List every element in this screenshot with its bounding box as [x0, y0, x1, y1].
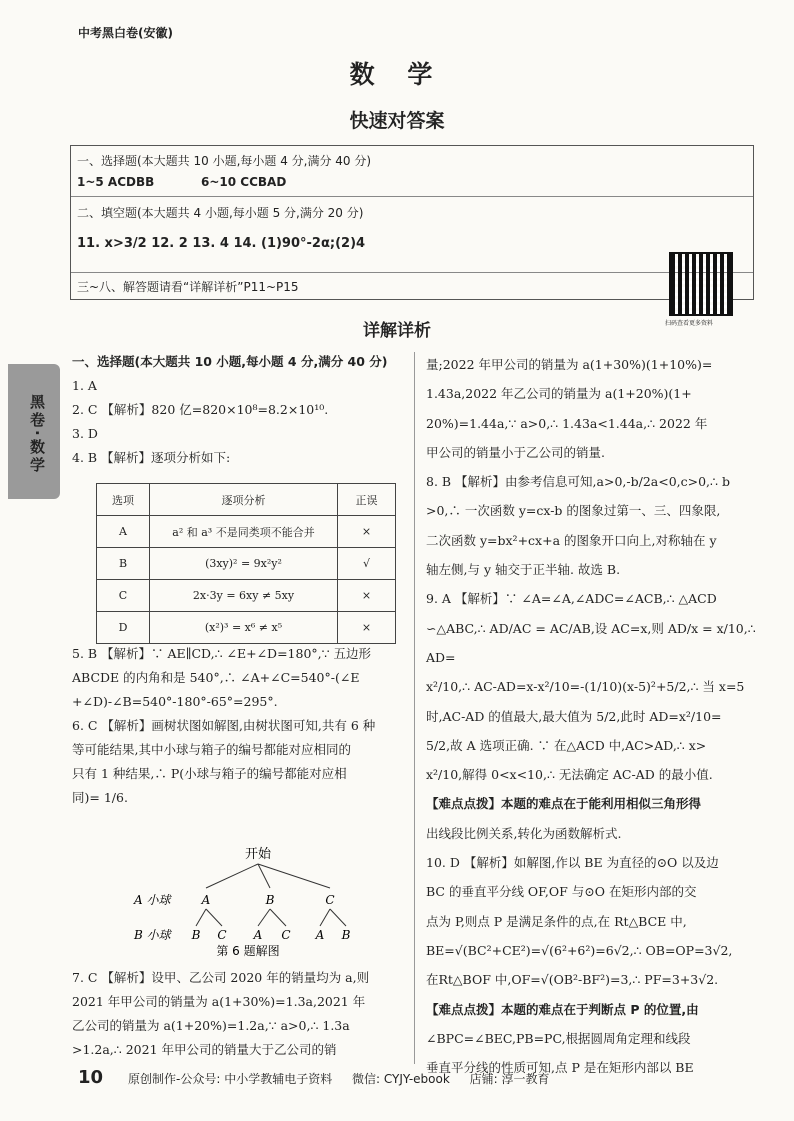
solution-10-line: BC 的垂直平分线 OF,OF 与⊙O 在矩形内部的交: [426, 884, 697, 900]
difficulty-tip-line: 【难点点拨】本题的难点在于能利用相似三角形得: [426, 796, 702, 812]
right-column: [426, 350, 756, 1082]
solution-2: 2. C 【解析】820 亿=820×10⁸=8.2×10¹⁰.: [72, 402, 329, 417]
tree-edge: [258, 864, 330, 888]
tree-caption: 第 6 题解图: [216, 944, 280, 958]
table-cell: A: [97, 516, 150, 548]
table-row: [97, 580, 396, 612]
solution-line: 量;2022 年甲公司的销量为 a(1+30%)(1+10%)=: [426, 357, 713, 372]
subject-side-tab: [8, 364, 60, 499]
table-row: [97, 516, 396, 548]
solution-line: 20%)=1.44a,∵ a>0,∴ 1.43a<1.44a,∴ 2022 年: [426, 415, 708, 431]
tree-edge: [330, 909, 346, 926]
table-cell: 2x·3y = 6xy ≠ 5xy: [150, 580, 338, 612]
tree-node-b: C: [281, 928, 291, 942]
table-row: [97, 548, 396, 580]
solution-9-line: x²/10,∴ AC-AD=x-x²/10=-(1/10)(x-5)²+5/2,∴ 当 x=5: [426, 679, 745, 695]
tree-start: 开始: [244, 847, 272, 862]
tree-edge: [206, 864, 258, 888]
solution-8-line: 轴左侧,与 y 轴交于正半轴. 故选 B.: [426, 562, 621, 578]
table-cell: a² 和 a³ 不是同类项不能合并: [150, 516, 338, 548]
left-column-middle: [72, 642, 402, 810]
table-header-row: [97, 484, 396, 516]
solution-4: 4. B 【解析】逐项分析如下:: [72, 450, 231, 465]
tree-node-b: A: [253, 928, 263, 942]
fill-heading: 二、填空题(本大题共 4 小题,每小题 5 分,满分 20 分): [77, 206, 364, 220]
page-number: 10: [78, 1067, 104, 1088]
solution-6-line: 同)= 1/6.: [72, 790, 128, 805]
table-cell: C: [97, 580, 150, 612]
solution-10-line: 在Rt△BOF 中,OF=√(OB²-BF²)=3,∴ PF=3+3√2.: [426, 972, 719, 988]
solution-10-line: 点为 P,则点 P 是满足条件的点,在 Rt△BCE 中,: [426, 913, 687, 929]
solve-note: 三~八、解答题请看“详解详析”P11~P15: [77, 280, 299, 294]
choice-answers-6-10: 6~10 CCBAD: [201, 175, 287, 189]
solution-10-line: 10. D 【解析】如解图,作以 BE 为直径的⊙O 以及边: [426, 855, 719, 871]
solution-9-line: 5/2,故 A 选项正确. ∵ 在△ACD 中,AC>AD,∴ x>: [426, 737, 707, 753]
solution-10-line: BE=√(BC²+CE²)=√(6²+6²)=6√2,∴ OB=OP=3√2,: [426, 942, 733, 958]
solution-7-line: 乙公司的销量为 a(1+20%)=1.2a,∵ a>0,∴ 1.3a: [72, 1018, 350, 1033]
solution-6-line: 只有 1 种结果,∴ P(小球与箱子的编号都能对应相: [72, 766, 347, 781]
qr-caption: 扫码查看更多资料: [665, 320, 714, 327]
tree-diagram: [130, 842, 370, 958]
tree-node-b: A: [315, 928, 325, 942]
solution-9-line: 时,AC-AD 的值最大,最大值为 5/2,此时 AD=x²/10=: [426, 708, 722, 724]
solution-8-line: 二次函数 y=bx²+cx+a 的图象开口向上,对称轴在 y: [426, 532, 717, 548]
tree-node-b: C: [217, 928, 227, 942]
table-cell: B: [97, 548, 150, 580]
solution-7-line: >1.2a,∴ 2021 年甲公司的销量大于乙公司的销: [72, 1042, 337, 1057]
quick-answer-box: [70, 145, 754, 327]
table-cell: ×: [338, 612, 396, 644]
choice-row: [71, 146, 753, 197]
table-cell: ×: [338, 580, 396, 612]
fill-answers: 11. x>3/2 12. 2 13. 4 14. (1)90°-2α;(2)4: [77, 236, 366, 251]
tree-row-a-label: A 小球: [134, 893, 171, 907]
table-cell: (3xy)² = 9x²y²: [150, 548, 338, 580]
solution-8-line: >0,∴ 一次函数 y=cx-b 的图象过第一、三、四象限,: [426, 503, 721, 519]
tree-edge: [206, 909, 222, 926]
difficulty-tip-line: ∠BPC=∠BEC,PB=PC,根据圆周角定理和线段: [426, 1030, 691, 1046]
table-cell: √: [338, 548, 396, 580]
solve-note-row: [71, 272, 753, 299]
footer-maker: 原创制作-公众号: 中小学教辅电子资料: [128, 1072, 333, 1086]
side-tab-label: 黑卷·数学: [28, 394, 46, 475]
solution-5-line: 5. B 【解析】∵ AE∥CD,∴ ∠E+∠D=180°,∵ 五边形: [72, 646, 372, 661]
difficulty-tip-line: 出线段比例关系,转化为函数解析式.: [426, 825, 622, 841]
solution-8-line: 8. B 【解析】由参考信息可知,a>0,-b/2a<0,c>0,∴ b: [426, 474, 730, 490]
solution-6-line: 6. C 【解析】画树状图如解图,由树状图可知,共有 6 种: [72, 718, 376, 733]
tree-edge: [270, 909, 286, 926]
difficulty-tip-line: 垂直平分线的性质可知,点 P 是在矩形内部以 BE: [426, 1060, 694, 1076]
tree-edge: [258, 909, 270, 926]
footer-wechat: 微信: CYJY-ebook: [352, 1072, 450, 1086]
tree-row-b-label: B 小球: [134, 928, 171, 942]
solution-7-line: 2021 年甲公司的销量为 a(1+30%)=1.3a,2021 年: [72, 994, 366, 1009]
quick-answer-title: 快速对答案: [349, 110, 445, 132]
page-title: 数 学: [349, 60, 445, 89]
tree-node-a: C: [325, 893, 335, 907]
table-cell: (x²)³ = x⁶ ≠ x⁵: [150, 612, 338, 644]
solution-line: 1.43a,2022 年乙公司的销量为 a(1+20%)(1+: [426, 386, 692, 402]
choice-answers-1-5: 1~5 ACDBB: [77, 175, 155, 189]
solution-9-line: 9. A 【解析】∵ ∠A=∠A,∠ADC=∠ACB,∴ △ACD: [426, 591, 717, 607]
table-header: 正误: [338, 484, 396, 516]
solution-1: 1. A: [72, 378, 97, 393]
left-column-bottom: [72, 966, 402, 1062]
tree-node-b: B: [341, 928, 351, 942]
tree-edge: [320, 909, 330, 926]
solution-6-line: 等可能结果,其中小球与箱子的编号都能对应相同的: [72, 742, 351, 757]
choice-heading: 一、选择题(本大题共 10 小题,每小题 4 分,满分 40 分): [77, 154, 372, 168]
solution-5-line: ABCDE 的内角和是 540°,∴ ∠A+∠C=540°-(∠E: [72, 670, 360, 685]
tree-node-a: B: [265, 893, 275, 907]
choice-section-heading: 一、选择题(本大题共 10 小题,每小题 4 分,满分 40 分): [72, 354, 388, 369]
table-cell: ×: [338, 516, 396, 548]
analysis-table: [96, 483, 396, 644]
table-row: [97, 612, 396, 644]
column-divider: [414, 352, 415, 1064]
table-header: 选项: [97, 484, 150, 516]
solution-9-line: ∽△ABC,∴ AD/AC = AC/AB,设 AC=x,则 AD/x = x/10,∴ AD=: [426, 620, 756, 665]
footer-bar: [128, 1070, 565, 1087]
tree-edge: [196, 909, 206, 926]
tree-node-b: B: [191, 928, 201, 942]
table-cell: D: [97, 612, 150, 644]
solution-9-line: x²/10,解得 0<x<10,∴ 无法确定 AC-AD 的最小值.: [426, 767, 713, 783]
tree-node-a: A: [201, 893, 211, 907]
left-column-top: [72, 350, 402, 470]
footer-shop: 店铺: 淳一教育: [469, 1072, 550, 1086]
difficulty-tip-line: 【难点点拨】本题的难点在于判断点 P 的位置,由: [426, 1001, 699, 1017]
detail-section-title: 详解详析: [363, 321, 431, 341]
book-series-label: 中考黑白卷(安徽): [78, 26, 173, 40]
solution-5-line: +∠D)-∠B=540°-180°-65°=295°.: [72, 694, 278, 709]
solution-7-line: 7. C 【解析】设甲、乙公司 2020 年的销量均为 a,则: [72, 970, 370, 985]
table-header: 逐项分析: [150, 484, 338, 516]
solution-3: 3. D: [72, 426, 98, 441]
solution-line: 甲公司的销量小于乙公司的销量.: [426, 444, 605, 460]
